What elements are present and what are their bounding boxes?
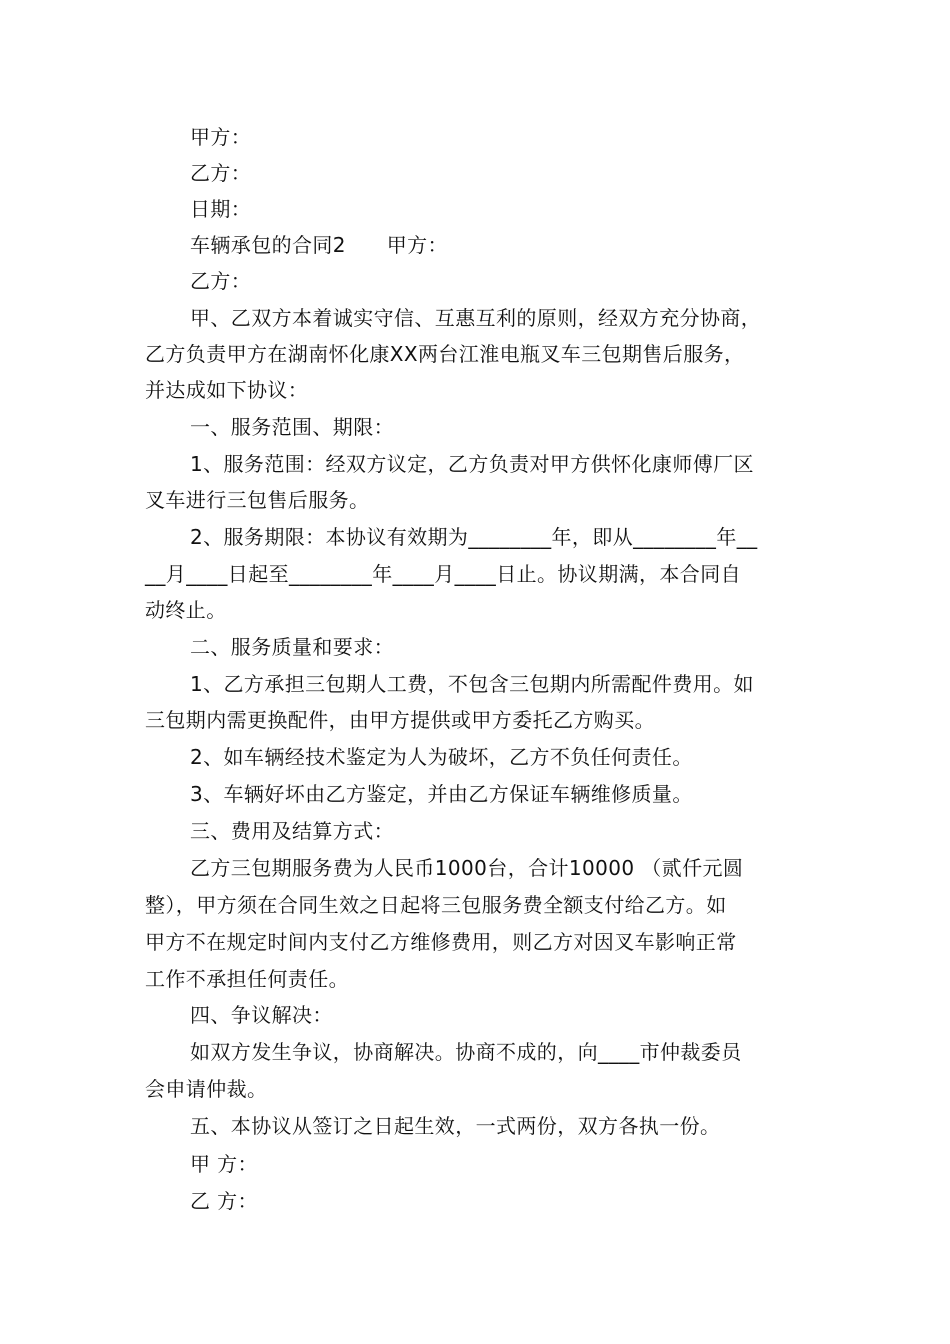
party-a-label: 甲方：	[190, 125, 252, 149]
section-heading-5: 五、本协议从签订之日起生效，一式两份，双方各执一份。	[190, 1114, 721, 1138]
paragraph-line: __月____日起至________年____月____日止。协议期满，本合同自	[145, 562, 741, 586]
paragraph-line: 会申请仲裁。	[145, 1077, 268, 1101]
paragraph-line: 并达成如下协议：	[145, 378, 309, 402]
paragraph-line: 甲、乙双方本着诚实守信、互惠互利的原则，经双方充分协商，	[190, 306, 762, 330]
paragraph-line: 1、服务范围：经双方议定，乙方负责对甲方供怀化康师傅厂区	[190, 452, 754, 476]
section-heading-1: 一、服务范围、期限：	[190, 415, 394, 439]
paragraph-line: 三包期内需更换配件，由甲方提供或甲方委托乙方购买。	[145, 708, 655, 732]
paragraph-line: 乙方三包期服务费为人民币1000台，合计10000 （贰仟元圆	[190, 856, 744, 880]
paragraph-line: 如双方发生争议，协商解决。协商不成的，向____市仲裁委员	[190, 1040, 742, 1064]
paragraph-line: 动终止。	[145, 598, 227, 622]
paragraph-line: 甲方不在规定时间内支付乙方维修费用，则乙方对因叉车影响正常	[145, 930, 737, 954]
party-b-label: 乙方：	[190, 161, 252, 185]
paragraph-line: 叉车进行三包售后服务。	[145, 488, 370, 512]
section-heading-3: 三、费用及结算方式：	[190, 819, 394, 843]
section-heading-2: 二、服务质量和要求：	[190, 635, 394, 659]
contract-title-line: 车辆承包的合同2 甲方：	[190, 233, 448, 257]
paragraph-line: 2、如车辆经技术鉴定为人为破坏，乙方不负任何责任。	[190, 745, 693, 769]
paragraph-line: 整），甲方须在合同生效之日起将三包服务费全额支付给乙方。如	[145, 893, 727, 917]
paragraph-line: 乙方负责甲方在湖南怀化康XX两台江淮电瓶叉车三包期售后服务，	[145, 342, 745, 366]
signature-party-b: 乙 方：	[190, 1189, 258, 1213]
date-label: 日期：	[190, 197, 252, 221]
signature-party-a: 甲 方：	[190, 1152, 258, 1176]
paragraph-line: 工作不承担任何责任。	[145, 967, 349, 991]
paragraph-line: 1、乙方承担三包期人工费，不包含三包期内所需配件费用。如	[190, 672, 754, 696]
section-heading-4: 四、争议解决：	[190, 1003, 333, 1027]
party-b-label-2: 乙方：	[190, 269, 252, 293]
paragraph-line: 2、服务期限：本协议有效期为________年，即从________年__	[190, 525, 758, 549]
paragraph-line: 3、车辆好坏由乙方鉴定，并由乙方保证车辆维修质量。	[190, 782, 693, 806]
